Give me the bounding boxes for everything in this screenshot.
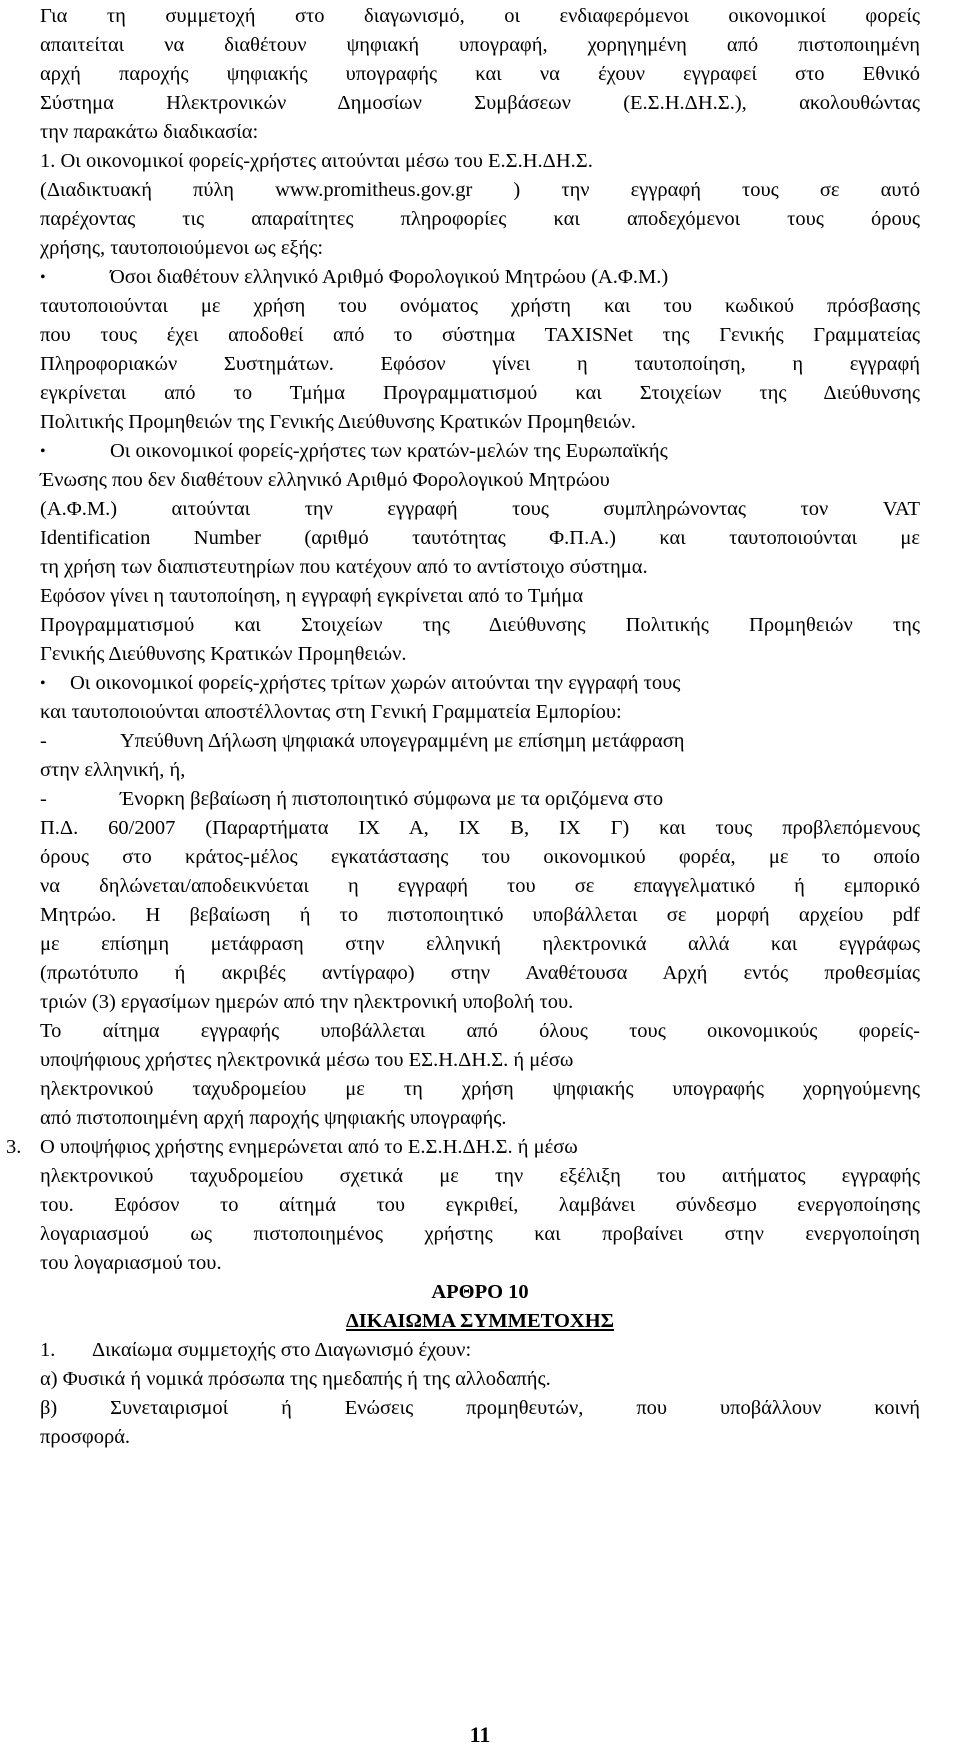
bullet-item (40, 669, 920, 698)
bullet-icon: • (40, 675, 46, 692)
dash-marker: - (40, 788, 47, 810)
text-line: ταυτοποιούνται με χρήση του ονόματος χρήστη και του κωδικού πρόσβασης (40, 295, 920, 317)
text-line: λογαριασμού ως πιστοποιημένος χρήστης και προβαίνει στην ενεργοποίηση (40, 1223, 920, 1245)
text-line: στην ελληνική, ή, (40, 759, 186, 781)
text-line: Για τη συμμετοχή στο διαγωνισμό, οι ενδιαφερόμενοι οικονομικοί φορείς (40, 5, 920, 27)
text-line: (Α.Φ.Μ.) αιτούνται την εγγραφή τους συμπληρώνοντας τον VAT (40, 498, 920, 520)
dash-text: Ένορκη βεβαίωση ή πιστοποιητικό σύμφωνα με τα οριζόμενα στο (120, 788, 664, 810)
bullet-item (40, 263, 920, 292)
text-line: την παρακάτω διαδικασία: (40, 121, 259, 143)
bullet-text: Οι οικονομικοί φορείς-χρήστες τρίτων χωρών αιτούνται την εγγραφή τους (70, 672, 681, 694)
list-number: 3. (6, 1136, 22, 1158)
bullet-text: Όσοι διαθέτουν ελληνικό Αριθμό Φορολογικού Μητρώου (Α.Φ.Μ.) (110, 266, 669, 288)
list-number: 1. (40, 1339, 56, 1361)
dash-text: Υπεύθυνη Δήλωση ψηφιακά υπογεγραμμένη με επίσημη μετάφραση (120, 730, 685, 752)
text-line: Πολιτικής Προμηθειών της Γενικής Διεύθυνσης Κρατικών Προμηθειών. (40, 411, 636, 433)
text-line: προσφορά. (40, 1426, 131, 1448)
text-line: υποψήφιους χρήστες ηλεκτρονικά μέσω του ΕΣ.Η.ΔΗ.Σ. ή μέσω (40, 1049, 574, 1071)
text-line: α) Φυσικά ή νομικά πρόσωπα της ημεδαπής ή της αλλοδαπής. (40, 1368, 551, 1390)
article-title: ΔΙΚΑΙΩΜΑ ΣΥΜΜΕΤΟΧΗΣ (345, 1310, 615, 1332)
text-line: Ένωσης που δεν διαθέτουν ελληνικό Αριθμό Φορολογικού Μητρώου (40, 469, 610, 491)
text-line: απαιτείται να διαθέτουν ψηφιακή υπογραφή, χορηγημένη από πιστοποιημένη (40, 34, 920, 56)
bullet-icon: • (40, 443, 46, 460)
text-line: (πρωτότυπο ή ακριβές αντίγραφο) στην Αναθέτουσα Αρχή εντός προθεσμίας (40, 962, 920, 984)
text-line: Το αίτημα εγγραφής υποβάλλεται από όλους τους οικονομικούς φορείς- (40, 1020, 920, 1042)
bullet-icon: • (40, 269, 46, 286)
text-line: τριών (3) εργασίμων ημερών από την ηλεκτρονική υποβολή του. (40, 991, 574, 1013)
bullet-item (40, 437, 920, 466)
text-line: ηλεκτρονικού ταχυδρομείου με τη χρήση ψηφιακής υπογραφής χορηγούμενης (40, 1078, 920, 1100)
bullet-text: Οι οικονομικοί φορείς-χρήστες των κρατών-μελών της Ευρωπαϊκής (110, 440, 668, 462)
article-heading: ΑΡΘΡΟ 10 (431, 1281, 529, 1303)
text-line: από πιστοποιημένη αρχή παροχής ψηφιακής υπογραφής. (40, 1107, 507, 1129)
dash-marker: - (40, 730, 47, 752)
list-text: Ο υποψήφιος χρήστης ενημερώνεται από το Ε.Σ.Η.ΔΗ.Σ. ή μέσω (40, 1136, 578, 1158)
text-line: του λογαριασμού του. (40, 1252, 222, 1274)
list-item-3 (6, 1133, 920, 1162)
text-line: Σύστημα Ηλεκτρονικών Δημοσίων Συμβάσεων (Ε.Σ.Η.ΔΗ.Σ.), ακολουθώντας (40, 92, 920, 114)
list-item-1: 1. Οι οικονομικοί φορείς-χρήστες αιτούνται μέσω του Ε.Σ.Η.ΔΗ.Σ. (40, 150, 593, 172)
text-line: παρέχοντας τις απαραίτητες πληροφορίες και αποδεχόμενοι τους όρους (40, 208, 920, 230)
text-line: τη χρήση των διαπιστευτηρίων που κατέχουν από το αντίστοιχο σύστημα. (40, 556, 648, 578)
list-item-1 (40, 1336, 920, 1365)
text-line: (Διαδικτυακή πύλη www.promitheus.gov.gr ) την εγγραφή τους σε αυτό (40, 179, 920, 201)
text-line: αρχή παροχής ψηφιακής υπογραφής και να έχουν εγγραφεί στο Εθνικό (40, 63, 920, 85)
text-line: που τους έχει αποδοθεί από το σύστημα TAXISNet της Γενικής Γραμματείας (40, 324, 920, 346)
text-line: όρους στο κράτος-μέλος εγκατάστασης του οικονομικού φορέα, με το οποίο (40, 846, 920, 868)
text-line: του. Εφόσον το αίτημά του εγκριθεί, λαμβάνει σύνδεσμο ενεργοποίησης (40, 1194, 920, 1216)
text-line: Προγραμματισμού και Στοιχείων της Διεύθυνσης Πολιτικής Προμηθειών της (40, 614, 920, 636)
list-text: Δικαίωμα συμμετοχής στο Διαγωνισμό έχουν: (92, 1339, 472, 1361)
text-line: Γενικής Διεύθυνσης Κρατικών Προμηθειών. (40, 643, 407, 665)
text-line: εγκρίνεται από το Τμήμα Προγραμματισμού και Στοιχείων της Διεύθυνσης (40, 382, 920, 404)
text-line: με επίσημη μετάφραση στην ελληνική ηλεκτρονικά αλλά και εγγράφως (40, 933, 920, 955)
text-line: και ταυτοποιούνται αποστέλλοντας στη Γενική Γραμματεία Εμπορίου: (40, 701, 622, 723)
dash-item (40, 727, 920, 756)
text-line: β) Συνεταιρισμοί ή Ενώσεις προμηθευτών, που υποβάλλουν κοινή (40, 1397, 920, 1419)
page-number: 11 (469, 1722, 491, 1747)
text-line: χρήσης, ταυτοποιούμενοι ως εξής: (40, 237, 324, 259)
text-line: Πληροφοριακών Συστημάτων. Εφόσον γίνει η ταυτοποίηση, η εγγραφή (40, 353, 920, 375)
text-line: Identification Number (αριθμό ταυτότητας Φ.Π.Α.) και ταυτοποιούνται με (40, 527, 920, 549)
text-line: Π.Δ. 60/2007 (Παραρτήματα IX A, IX B, IX Γ) και τους προβλεπόμενους (40, 817, 920, 839)
text-line: Μητρώο. Η βεβαίωση ή το πιστοποιητικό υποβάλλεται σε μορφή αρχείου pdf (40, 904, 920, 926)
text-line: ηλεκτρονικού ταχυδρομείου σχετικά με την εξέλιξη του αιτήματος εγγραφής (40, 1165, 920, 1187)
text-line: Εφόσον γίνει η ταυτοποίηση, η εγγραφή εγκρίνεται από το Τμήμα (40, 585, 584, 607)
dash-item (40, 785, 920, 814)
text-line: να δηλώνεται/αποδεικνύεται η εγγραφή του σε επαγγελματικό ή εμπορικό (40, 875, 920, 897)
